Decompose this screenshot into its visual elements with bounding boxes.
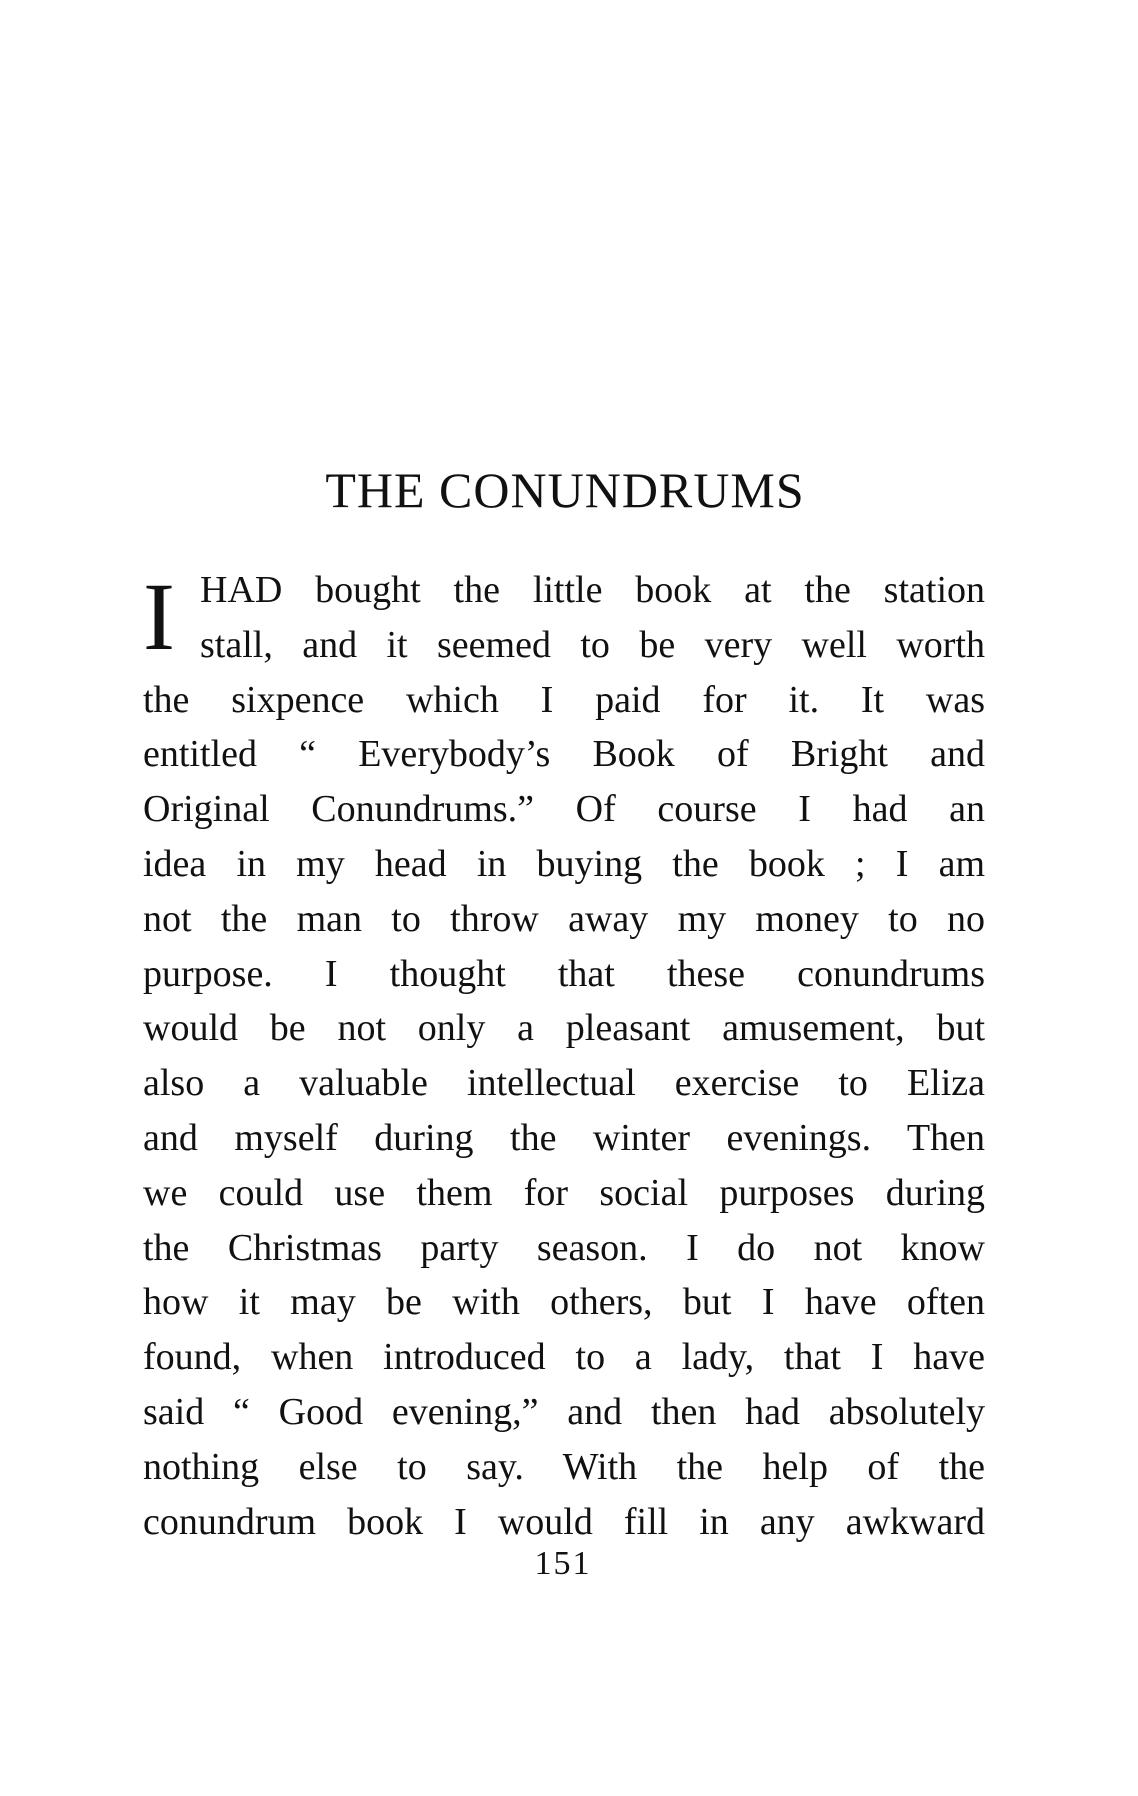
text-line: the sixpence which I paid for it. It was: [143, 678, 985, 721]
text-line: we could use them for social purposes during: [143, 1171, 985, 1214]
text-line: stall, and it seemed to be very well worth: [200, 623, 985, 666]
text-line: also a valuable intellectual exercise to Eliza: [143, 1062, 985, 1105]
text-line: would be not only a pleasant amusement, but: [143, 1007, 985, 1050]
page-number: 151: [534, 1545, 592, 1582]
drop-cap-letter: I: [143, 563, 175, 670]
text-line: Original Conundrums.” Of course I had an: [143, 788, 985, 831]
text-line: found, when introduced to a lady, that I have: [143, 1336, 985, 1379]
text-line: said “ Good evening,” and then had absolutely: [143, 1390, 985, 1433]
text-line: HAD bought the little book at the station: [200, 569, 985, 611]
body-text: [143, 563, 985, 1549]
text-line: entitled “ Everybody’s Book of Bright and: [143, 733, 985, 776]
text-line: conundrum book I would fill in any awkward: [143, 1500, 985, 1543]
text-line: how it may be with others, but I have often: [143, 1281, 985, 1324]
text-line: purpose. I thought that these conundrums: [143, 952, 985, 995]
text-line: and myself during the winter evenings. Then: [143, 1116, 985, 1159]
text-line: the Christmas party season. I do not know: [143, 1226, 985, 1269]
text-line: idea in my head in buying the book ; I am: [143, 842, 985, 885]
text-line: not the man to throw away my money to no: [143, 897, 985, 940]
text-line: nothing else to say. With the help of the: [143, 1445, 985, 1488]
chapter-title: THE CONUNDRUMS: [325, 462, 805, 518]
